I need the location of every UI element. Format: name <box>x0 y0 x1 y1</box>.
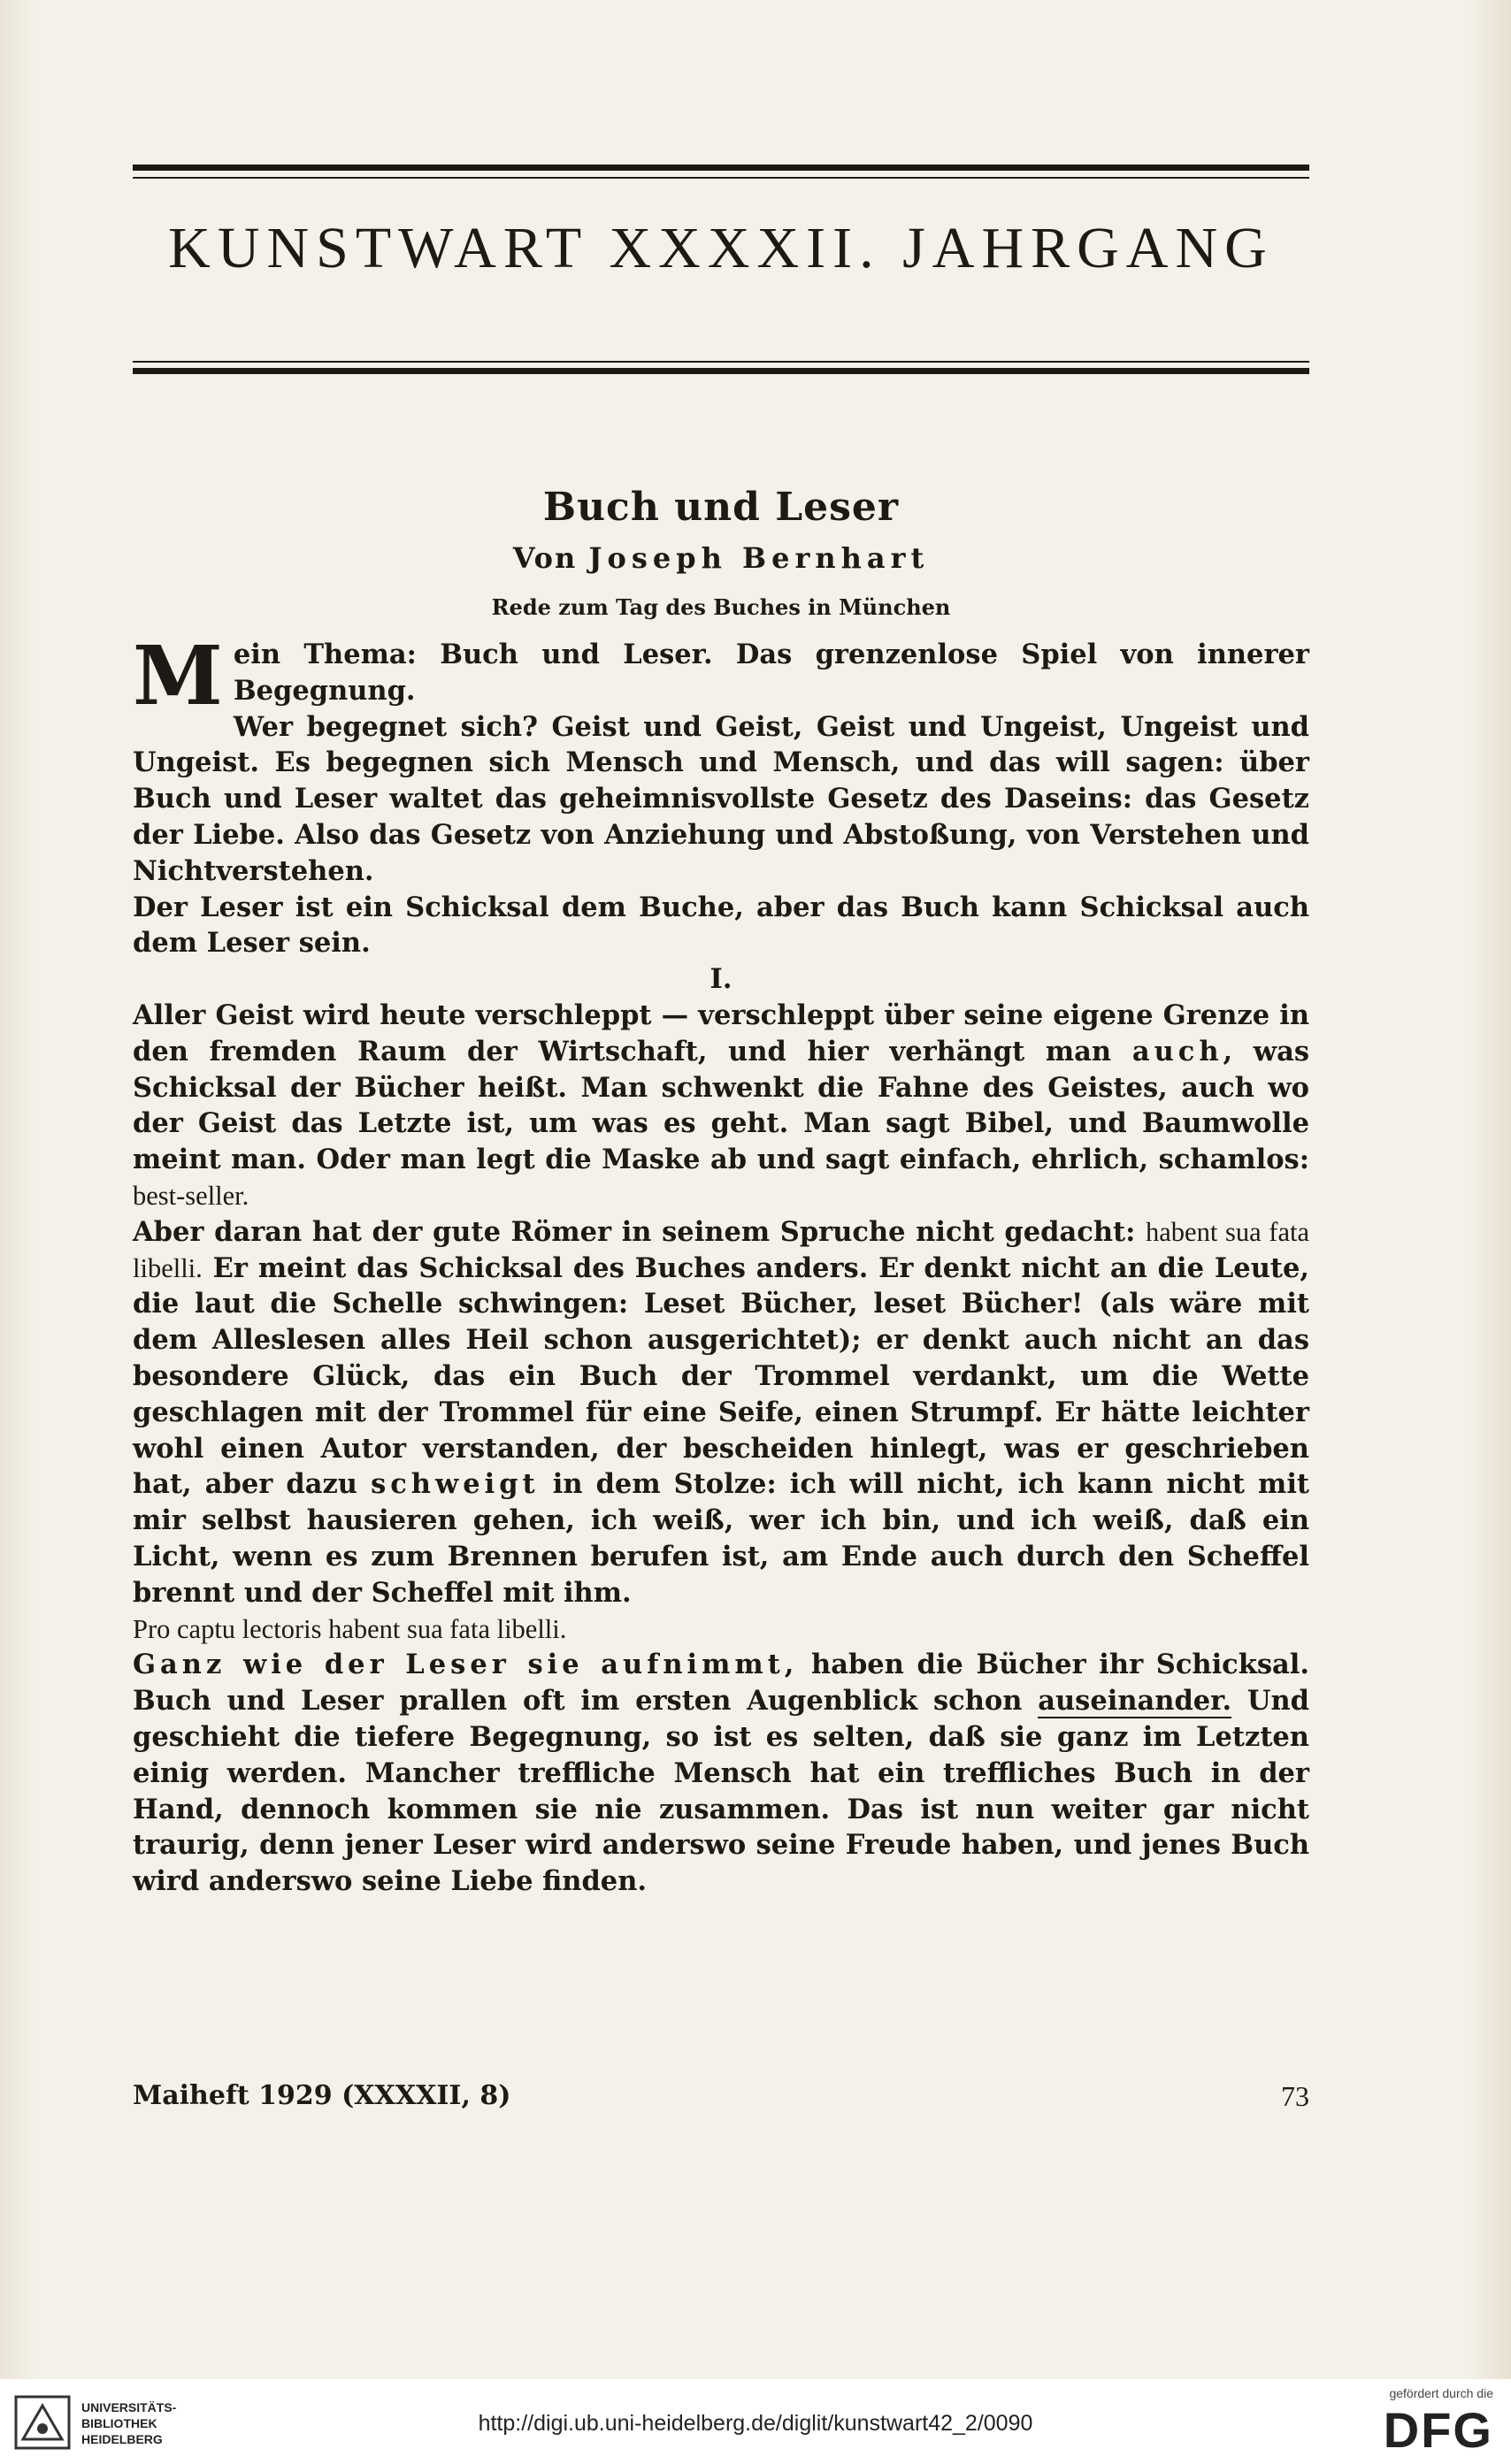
paragraph-7-text-b: Und geschieht die tiefere Begegnung, so ist es selten, daß sie ganz im Letzten einig werden. Mancher treffliche Mensch hat ein treffliches Buch in der Hand, dennoch kommen sie nie zusammen. Das ist nun weiter gar nicht traurig, denn jener Leser wird anderswo seine Freude haben, und jenes Buch wird anderswo seine Liebe finden. <box>133 1685 1310 1898</box>
masthead-top-rule-thick <box>133 165 1309 171</box>
paragraph-1-text: ein Thema: Buch und Leser. Das grenzenlose Spiel von innerer Begegnung. <box>233 639 1309 707</box>
section-number: I. <box>709 963 732 996</box>
paragraph-3: Der Leser ist ein Schicksal dem Buche, aber das Buch kann Schicksal auch dem Leser sein. <box>133 891 1309 960</box>
paragraph-5 <box>133 1214 1309 1611</box>
masthead-bottom-rule-thick <box>133 368 1309 374</box>
paragraph-2: Wer begegnet sich? Geist und Geist, Geist und Ungeist, Ungeist und Ungeist. Es begegnen sich Mensch und Mensch, und das will sagen: über Buch und Leser waltet das geheimnisvollste Gesetz des Daseins: das Gesetz der Liebe. Also das Gesetz von Anziehung und Abstoßung, von Verstehen und Nichtverstehen. <box>133 710 1309 887</box>
paragraph-1 <box>133 628 1309 723</box>
paragraph-4-text-b: , was Schicksal der Bücher heißt. Man schwenkt die Fahne des Geistes, auch wo der Geist das Letzte ist, um was es geht. Man sagt Bibel, und Baumwolle meint man. Oder man legt die Maske ab und sagt einfach, ehrlich, schamlos: <box>133 1035 1310 1176</box>
masthead-title: KUNSTWART XXXXII. JAHRGANG <box>168 216 1274 280</box>
drop-cap: M <box>133 628 223 723</box>
paragraph-4-text-a: Aller Geist wird heute verschleppt — verschleppt über seine eigene Grenze in den fremden Raum der Wirtschaft, und hier verhängt man <box>133 999 1309 1067</box>
masthead-bottom-rule-thin <box>133 361 1309 363</box>
author-name: Joseph Bernhart <box>588 541 930 575</box>
funding-caption: gefördert durch die <box>1389 2386 1493 2400</box>
citation-url-link[interactable]: http://digi.ub.uni-heidelberg.de/diglit/kunstwart42_2/0090 <box>478 2411 1033 2436</box>
author-line <box>133 541 1309 575</box>
paragraph-5-text-c: in dem Stolze: ich will nicht, ich kann nicht mit mir selbst hausieren gehen, ich weiß, wer ich bin, und ich weiß, daß ein Licht, wenn es zum Brennen berufen ist, am Ende auch durch den Scheffel brennt und der Scheffel mit ihm. <box>133 1468 1309 1609</box>
author-prefix: Von <box>512 541 578 575</box>
paragraph-6-latin: Pro captu lectoris habent sua fata libelli. <box>133 1613 567 1644</box>
masthead-top-rule-thin <box>133 177 1309 179</box>
paragraph-7-text-a: haben die Bücher ihr Schicksal. Buch und Leser prallen oft im ersten Augenblick schon <box>133 1649 1309 1718</box>
paragraph-7 <box>133 1647 1309 1900</box>
paragraph-5-text-b: Er meint das Schicksal des Buches anders. Er denkt nicht an die Leute, die laut die Schelle schwingen: Leset Bücher, leset Bücher! (als wäre mit dem Alleslesen alles Heil schon ausgerichtet); er denkt auch nicht an das besondere Glück, das ein Buch der Trommel verdankt, um die Wette geschlagen mit der Trommel für eine Seife, einen Strumpf. Er hätte leichter wohl einen Autor verstanden, der bescheiden hinlegt, was er geschrieben hat, aber dazu <box>133 1251 1309 1501</box>
footer-issue: Maiheft 1929 (XXXXII, 8) <box>133 2080 511 2111</box>
paragraph-5-latin: habent sua fata libelli. <box>133 1216 1309 1283</box>
article-title: Buch und Leser <box>542 485 900 530</box>
dfg-logo: DFG <box>1383 2402 1493 2458</box>
paragraph-4 <box>133 998 1309 1214</box>
library-name-line-3: HEIDELBERG <box>81 2432 163 2446</box>
library-name-line-2: BIBLIOTHEK <box>81 2416 157 2430</box>
paragraph-5-emphasis: schweigt <box>371 1468 540 1501</box>
scan-footer-bar <box>0 2379 1511 2464</box>
paragraph-4-latin: best-seller. <box>133 1180 249 1211</box>
page-number: 73 <box>1281 2080 1309 2112</box>
article-body <box>133 628 1310 1900</box>
paragraph-7-emphasis: Ganz wie der Leser sie aufnimmt, <box>133 1649 799 1681</box>
paragraph-4-emphasis: auch <box>1131 1035 1223 1067</box>
library-name-line-1: UNIVERSITÄTS- <box>81 2400 177 2414</box>
paragraph-7-underlined: auseinander. <box>1038 1685 1232 1718</box>
paragraph-5-text-a: Aber daran hat der gute Römer in seinem Spruche nicht gedacht: <box>133 1215 1136 1248</box>
article-subtitle: Rede zum Tag des Buches in München <box>491 594 951 620</box>
